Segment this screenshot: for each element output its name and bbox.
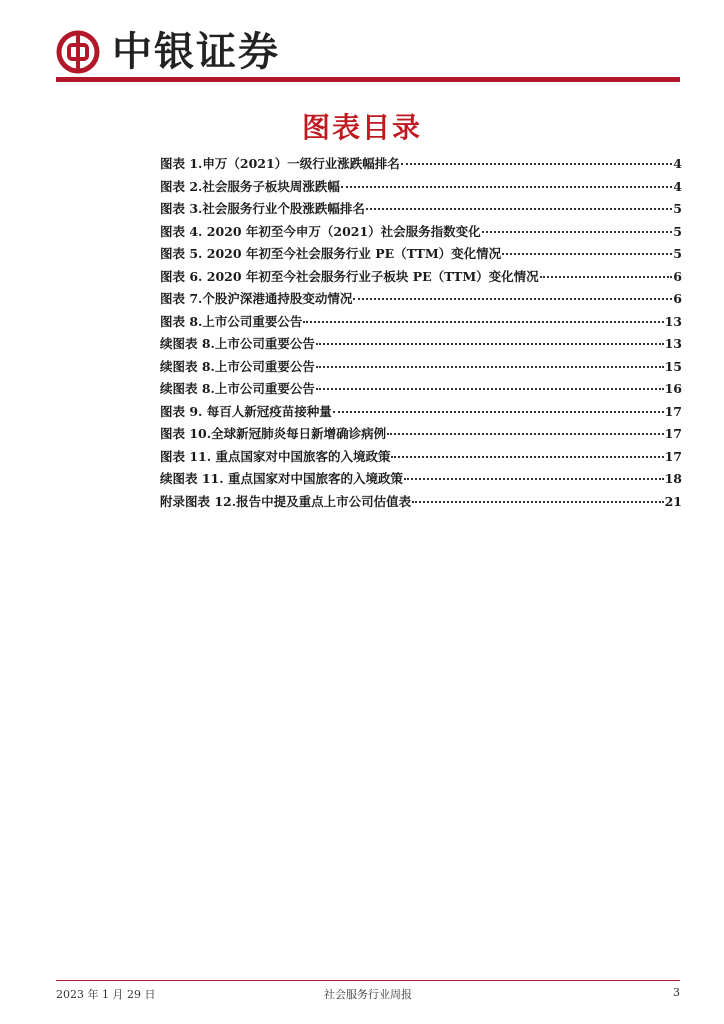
toc-entry[interactable]	[160, 154, 682, 177]
toc-entry-label: 图表 7.个股沪深港通持股变动情况	[160, 291, 353, 306]
toc-entry[interactable]	[160, 199, 682, 222]
toc-entry-page: 21	[664, 493, 682, 509]
toc-leader-dots	[412, 501, 663, 503]
toc-entry[interactable]	[160, 312, 682, 335]
toc-entry-label: 续图表 8.上市公司重要公告	[160, 358, 315, 374]
toc-entry-label: 图表 9. 每百人新冠疫苗接种量	[160, 403, 332, 419]
toc-entry-label: 图表 4. 2020 年初至今申万（2021）社会服务指数变化	[160, 223, 481, 239]
toc-leader-dots	[502, 253, 672, 255]
toc-entry-label: 附录图表 12.报告中提及重点上市公司估值表	[160, 493, 412, 509]
toc-entry[interactable]	[160, 244, 682, 267]
toc-leader-dots	[341, 186, 672, 188]
toc-entry[interactable]	[160, 424, 682, 447]
toc-leader-dots	[404, 478, 664, 480]
toc-leader-dots	[333, 411, 664, 413]
toc-leader-dots	[482, 231, 673, 233]
brand-name: 中银证券	[112, 29, 280, 75]
toc-entry-page: 4	[673, 178, 682, 194]
bank-of-china-logo-icon	[56, 30, 100, 74]
toc-entry-label: 续图表 11. 重点国家对中国旅客的入境政策	[160, 471, 403, 486]
toc-leader-dots	[316, 388, 664, 390]
toc-entry-page: 17	[664, 403, 682, 419]
toc-entry-page: 13	[664, 336, 682, 351]
toc-entry[interactable]	[160, 379, 682, 402]
toc-entry[interactable]	[160, 447, 682, 470]
toc-title: 图表目录	[301, 111, 422, 144]
toc-entry-page: 5	[673, 201, 682, 216]
toc-leader-dots	[387, 433, 663, 435]
toc-entry-page: 17	[664, 448, 682, 464]
toc-entry-page: 6	[673, 291, 682, 306]
toc-entry[interactable]	[160, 289, 682, 312]
toc-entry-page: 4	[673, 156, 682, 171]
toc-entry[interactable]	[160, 334, 682, 357]
toc-entry-label: 图表 2.社会服务子板块周涨跌幅	[160, 178, 340, 194]
toc-entry[interactable]	[160, 357, 682, 380]
toc-entry[interactable]	[160, 267, 682, 290]
footer-page-number: 3	[673, 986, 680, 999]
footer-date: 2023 年 1 月 29 日	[56, 988, 156, 1001]
footer-rule	[56, 980, 680, 981]
toc-entry-label: 图表 6. 2020 年初至今社会服务行业子板块 PE（TTM）变化情况	[160, 268, 539, 284]
toc-entry-page: 18	[664, 471, 682, 486]
toc-entry[interactable]	[160, 492, 682, 515]
toc-entry-label: 图表 5. 2020 年初至今社会服务行业 PE（TTM）变化情况	[160, 246, 502, 261]
toc-entry[interactable]	[160, 222, 682, 245]
footer-report-name: 社会服务行业周报	[324, 988, 412, 1001]
toc-leader-dots	[353, 298, 672, 300]
toc-leader-dots	[391, 456, 663, 458]
toc-entry-label: 图表 8.上市公司重要公告	[160, 313, 303, 329]
toc-entry[interactable]	[160, 177, 682, 200]
toc-leader-dots	[366, 208, 672, 210]
header-rule	[56, 77, 680, 82]
toc-leader-dots	[303, 321, 663, 323]
page-header	[56, 26, 676, 76]
toc-leader-dots	[316, 366, 664, 368]
toc-entry-page: 15	[664, 358, 682, 374]
toc-entry-label: 图表 10.全球新冠肺炎每日新增确诊病例	[160, 426, 387, 441]
toc-entry-label: 图表 1.申万（2021）一级行业涨跌幅排名	[160, 156, 400, 171]
toc-entry-page: 16	[664, 381, 682, 396]
toc-entry-page: 13	[664, 313, 682, 329]
toc-entry-label: 续图表 8.上市公司重要公告	[160, 336, 315, 351]
toc-entry-page: 5	[673, 246, 682, 261]
toc-entry[interactable]	[160, 402, 682, 425]
toc-leader-dots	[540, 276, 673, 278]
toc-list	[160, 154, 682, 514]
toc-entry[interactable]	[160, 469, 682, 492]
toc-entry-label: 图表 11. 重点国家对中国旅客的入境政策	[160, 448, 391, 464]
toc-entry-label: 图表 3.社会服务行业个股涨跌幅排名	[160, 201, 365, 216]
toc-leader-dots	[401, 163, 673, 165]
toc-entry-label: 续图表 8.上市公司重要公告	[160, 381, 315, 396]
toc-entry-page: 6	[673, 268, 682, 284]
toc-entry-page: 17	[664, 426, 682, 441]
toc-leader-dots	[316, 343, 664, 345]
toc-entry-page: 5	[673, 223, 682, 239]
